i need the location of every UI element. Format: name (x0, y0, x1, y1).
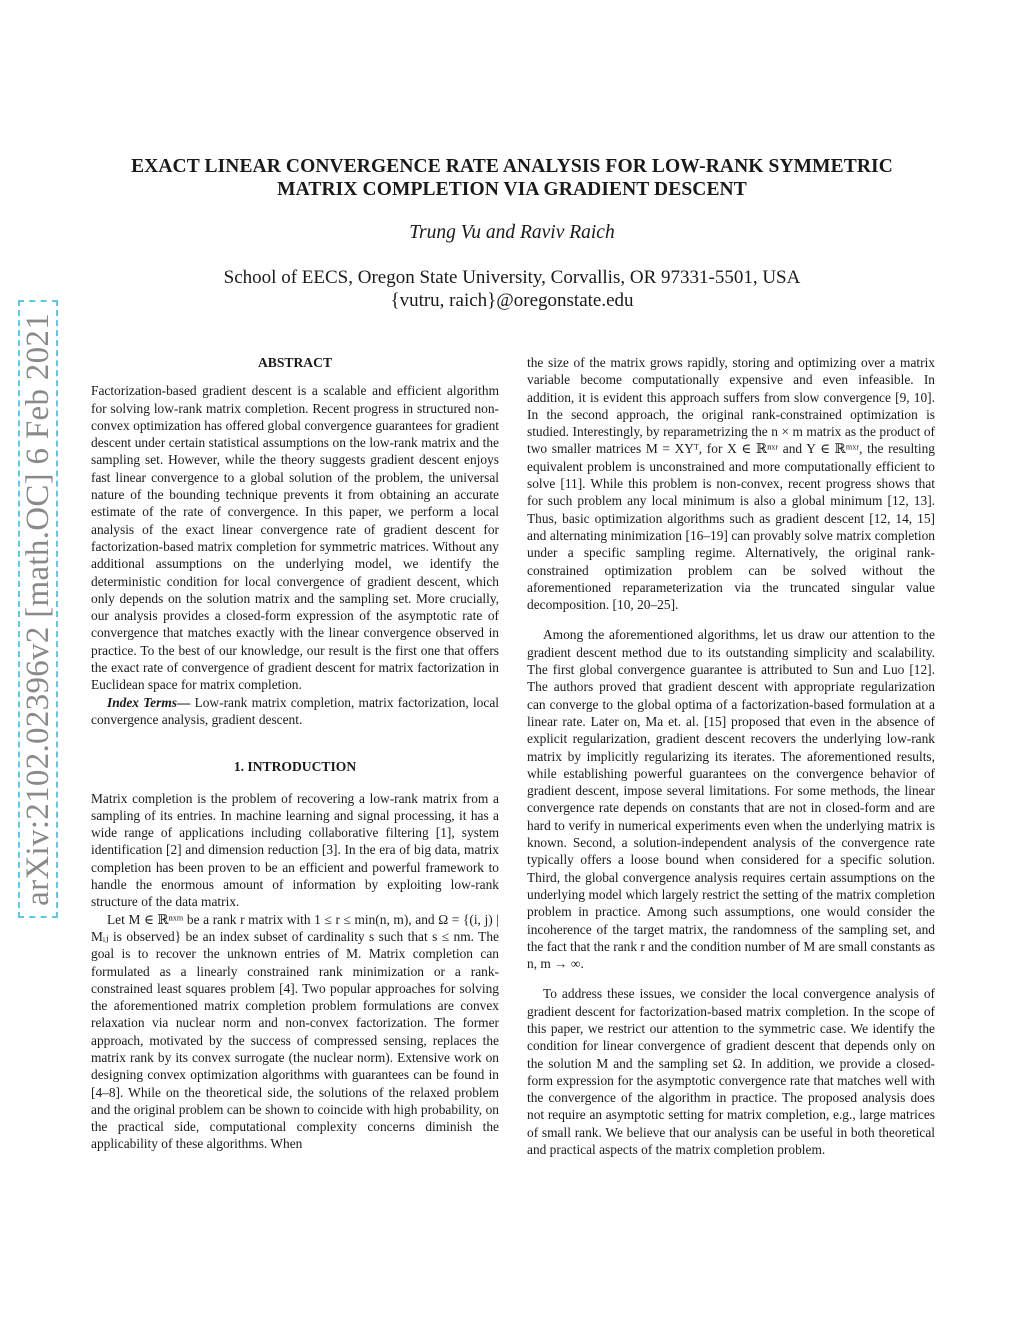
intro-heading: 1. INTRODUCTION (233, 759, 357, 775)
arxiv-stamp-box (18, 300, 58, 918)
right-column (527, 354, 935, 1158)
title-line-2: MATRIX COMPLETION VIA GRADIENT DESCENT (277, 179, 747, 200)
abstract-text: Factorization-based gradient descent is a scalable and efficient algorithm for solving low-rank matrix completion. Recent progress in structured non-convex optimization has offered global convergence guarantees for gradient descent under certain statistical assumptions on the low-rank matrix and the sampling set. However, while the theory suggests gradient descent enjoys fast linear convergence to a global solution of the problem, the universal nature of the bounding technique prevents it from obtaining an accurate estimate of the rate of convergence. In this paper, we perform a local analysis of the exact linear convergence rate of gradient descent for factorization-based matrix completion for symmetric matrices. Without any additional assumptions on the underlying model, we identify the deterministic condition for local convergence of gradient descent, which only depends on the solution matrix and the sampling set. More crucially, our analysis provides a closed-form expression of the asymptotic rate of convergence that matches exactly with the linear convergence observed in practice. To the best of our knowledge, our result is the first one that offers the exact rate of convergence of gradient descent for matrix factorization in Euclidean space for matrix completion. (91, 383, 499, 693)
affiliation: School of EECS, Oregon State University, Corvallis, OR 97331-5501, USA (223, 267, 801, 288)
affiliation-block (0, 266, 1024, 312)
right-paragraph-2: Among the aforementioned algorithms, let us draw our attention to the gradient descent method due to its outstanding simplicity and scalability. The first global convergence guarantee is attributed to Sun and Luo [12]. The authors proved that gradient descent with appropriate regularization can converge to the global optima of a factorization-based formulation at a linear rate. Later on, Ma et. al. [15] proposed that even in the absence of explicit regularization, gradient descent recovers the underlying low-rank matrix by implicitly regularizing its iterates. The aforementioned results, while establishing powerful guarantees on the convergence behavior of gradient descent, impose several limitations. For some methods, the linear convergence rate depends on constants that are not in closed-form and are hard to verify in numerical experiments even when the underlying matrix is known. Second, a solution-independent analysis of the convergence rate typically offers a loose bound when considered for a specific solution. Third, the global convergence analysis requires certain assumptions on the underlying model which largely restrict the setting of the matrix completion problem in practice. Among such assumptions, one would consider the incoherence of the target matrix, the randomness of the sampling set, and the fact that the rank r and the condition number of M are small constants as n, m → ∞. (527, 627, 935, 972)
right-paragraph-3: To address these issues, we consider the local convergence analysis of gradient descent for factorization-based matrix completion. In the scope of this paper, we restrict our attention to the symmetric case. We identify the condition for linear convergence of gradient descent that depends only on the solution M and the sampling set Ω. In addition, we provide a closed-form expression for the asymptotic convergence rate that matches well with the convergence of the algorithm in practice. The proposed analysis does not require an asymptotic setting for matrix completion, e.g., large matrices of small rank. We believe that our analysis can be useful in both theoretical and practical aspects of the matrix completion problem. (527, 986, 935, 1158)
right-paragraph-1: the size of the matrix grows rapidly, storing and optimizing over a matrix variable become computationally expensive and even infeasible. In addition, it is evident this approach suffers from slow convergence [9, 10]. In the second approach, the original rank-constrained optimization is studied. Interestingly, by reparametrizing the n × m matrix as the product of two smaller matrices M = XYᵀ, for X ∈ ℝⁿˣʳ and Y ∈ ℝᵐˣʳ, the resulting equivalent problem is unconstrained and more computationally efficient to solve [11]. While this problem is non-convex, recent progress shows that for such problem any local minimum is also a global minimum [12, 13]. Thus, basic optimization algorithms such as gradient descent [12, 14, 15] and alternating minimization [16–19] can provably solve matrix completion under a specific sampling regime. Alternatively, the original rank-constrained optimization problem can be solved without the aforementioned reparameterization via the truncated singular value decomposition. [10, 20–25]. (527, 355, 935, 613)
intro-paragraph-2: Let M ∈ ℝⁿˣᵐ be a rank r matrix with 1 ≤ r ≤ min(n, m), and Ω = {(i, j) | Mᵢⱼ is observed} be an index subset of cardinality s such that s ≤ nm. The goal is to recover the unknown entries of M. Matrix completion can formulated as a linearly constrained rank minimization or a rank-constrained least squares problem [4]. Two popular approaches for solving the aforementioned matrix completion problem formulations are convex relaxation via nuclear norm and non-convex factorization. The former approach, motivated by the success of compressed sensing, replaces the matrix rank by its convex surrogate (the nuclear norm). Extensive work on designing convex optimization algorithms with guarantees can be found in [4–8]. While on the theoretical side, the solutions of the relaxed problem and the original problem can be shown to coincide with high probability, on the practical side, computational complexity concerns diminish the applicability of these algorithms. When (91, 911, 499, 1152)
abstract-heading: ABSTRACT (257, 355, 333, 370)
index-terms (91, 694, 499, 729)
intro-paragraph-1: Matrix completion is the problem of recovering a low-rank matrix from a sampling of its entries. In machine learning and signal processing, it has a wide range of applications including collaborative filtering [1], system identification [2] and dimension reduction [3]. In the era of big data, matrix completion has been proven to be an efficient and powerful framework to handle the enormous amount of information by exploiting low-rank structure of the data matrix. (91, 790, 499, 910)
index-terms-text: Low-rank matrix completion, matrix factorization, local convergence analysis, gradient descent. (91, 694, 499, 727)
email: {vutru, raich}@oregonstate.edu (390, 290, 634, 311)
authors: Trung Vu and Raviv Raich (409, 222, 615, 243)
paper-title (100, 155, 924, 201)
index-terms-label: Index Terms— (107, 694, 191, 710)
arxiv-stamp[interactable]: arXiv:2102.02396v2 [math.OC] 6 Feb 2021 (19, 312, 56, 906)
left-column (91, 354, 499, 1153)
title-line-1: EXACT LINEAR CONVERGENCE RATE ANALYSIS FOR LOW-RANK SYMMETRIC (131, 156, 893, 177)
